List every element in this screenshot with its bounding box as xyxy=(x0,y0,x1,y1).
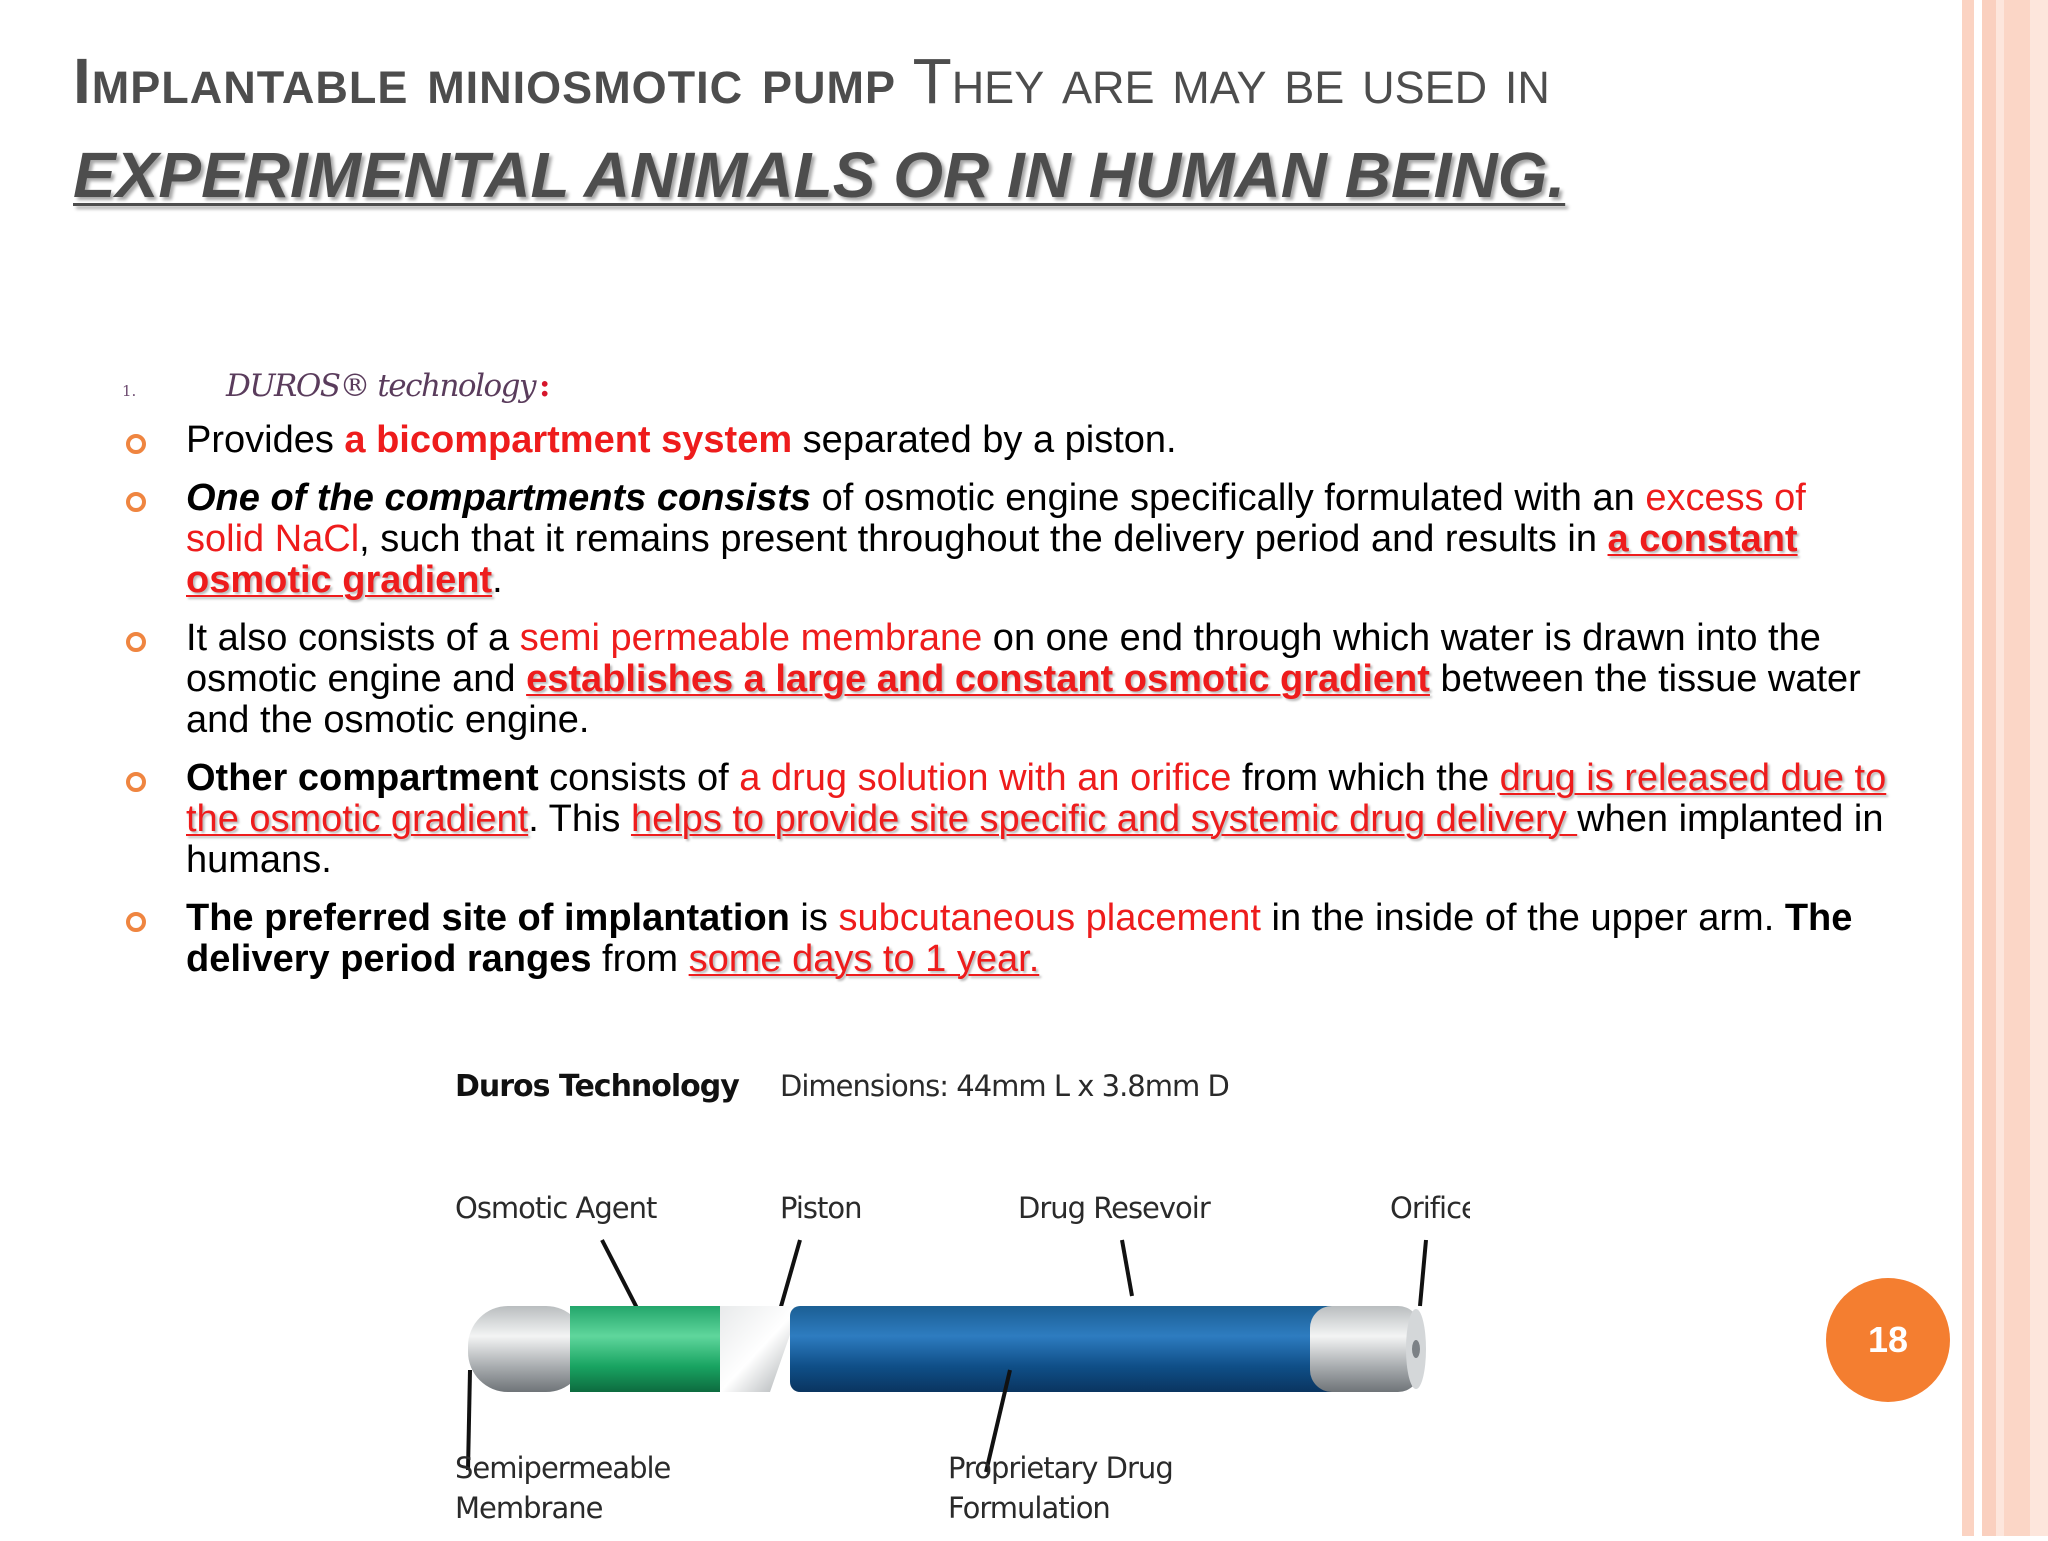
right-border-stripe-inner xyxy=(2004,0,2030,1536)
bullet-text: Provides xyxy=(186,419,345,461)
bullet-emphasis: The preferred site of implantation xyxy=(186,897,790,939)
orifice-cap xyxy=(1310,1306,1420,1392)
duros-heading xyxy=(226,368,549,404)
bullet-highlight: subcutaneous placement xyxy=(838,897,1261,939)
bullet-text: separated by a piston. xyxy=(792,419,1177,461)
figure-title: Duros Technology xyxy=(455,1069,739,1104)
bullet-text: , such that it remains present throughout the delivery period and results in xyxy=(359,518,1608,560)
bullet-text: when implanted in humans. xyxy=(186,798,1884,881)
piston-section xyxy=(720,1306,800,1392)
implant-cylinder xyxy=(468,1306,1426,1392)
bullet-highlight: a bicompartment system xyxy=(344,419,793,461)
slide-title xyxy=(73,34,1893,222)
membrane-cap xyxy=(468,1306,586,1392)
duros-diagram-svg xyxy=(150,1040,1470,1536)
label-membrane-line1: Semipermeable xyxy=(455,1451,671,1485)
bullet-item xyxy=(120,420,1890,461)
label-drug-reservoir: Drug Resevoir xyxy=(1018,1191,1210,1225)
duros-colon: : xyxy=(539,368,549,404)
bullet-circle-icon xyxy=(126,912,146,932)
bullet-emphasis: The delivery period ranges xyxy=(186,897,1853,980)
bullet-text: on one end through which water is drawn into the osmotic engine and xyxy=(186,617,1821,700)
label-formulation-line1: Proprietary Drug xyxy=(948,1451,1173,1485)
label-formulation-line2: Formulation xyxy=(948,1491,1110,1525)
orifice-hole xyxy=(1412,1340,1420,1358)
bullet-text: between the tissue water and the osmotic engine. xyxy=(186,658,1861,741)
leader-orifice xyxy=(1420,1240,1426,1306)
bullet-item xyxy=(120,618,1890,741)
bullet-highlight-underlined: a constant osmotic gradient xyxy=(186,518,1798,601)
bullet-text: of osmotic engine specifically formulated with an xyxy=(811,477,1646,519)
bullet-highlight-underlined: helps to provide site specific and systemic drug delivery xyxy=(630,798,1578,840)
bullet-item xyxy=(120,898,1890,980)
bullet-text: It also consists of a xyxy=(186,617,520,659)
leader-osmotic-agent xyxy=(602,1240,638,1310)
bullet-text: from xyxy=(591,938,689,980)
leader-drug-reservoir xyxy=(1122,1240,1132,1296)
bullet-emphasis: Other compartment xyxy=(186,757,539,799)
bullet-text: . This xyxy=(528,798,631,840)
bullet-list xyxy=(120,420,1890,997)
bullet-circle-icon xyxy=(126,632,146,652)
bullet-highlight: semi permeable membrane xyxy=(519,617,983,659)
bullet-emphasis: One of the compartments consists xyxy=(186,477,812,519)
bullet-highlight-underlined: establishes a large and constant osmotic gradient xyxy=(526,658,1430,700)
bullet-item xyxy=(120,478,1890,601)
bullet-text: . xyxy=(492,559,503,601)
title-emphasis: EXPERIMENTAL ANIMALS OR IN HUMAN BEING. xyxy=(73,139,1566,211)
bullet-highlight: excess of solid NaCl xyxy=(186,477,1806,560)
leader-piston xyxy=(780,1240,800,1310)
bullet-text: consists of xyxy=(538,757,740,799)
figure-dimensions: Dimensions: 44mm L x 3.8mm D xyxy=(780,1069,1229,1103)
bullet-text: in the inside of the upper arm. xyxy=(1260,897,1785,939)
bullet-circle-icon xyxy=(126,772,146,792)
osmotic-engine-section xyxy=(570,1306,720,1392)
duros-diagram xyxy=(150,1040,1470,1536)
drug-reservoir-section xyxy=(790,1306,1355,1392)
bullet-item xyxy=(120,758,1890,881)
label-orifice: Orifice xyxy=(1390,1191,1470,1225)
label-osmotic-agent: Osmotic Agent xyxy=(455,1191,657,1225)
bullet-highlight-underlined: some days to 1 year. xyxy=(688,938,1040,980)
label-membrane-line2: Membrane xyxy=(455,1491,603,1525)
label-piston: Piston xyxy=(780,1191,862,1225)
bullet-circle-icon xyxy=(126,434,146,454)
bullet-text: is xyxy=(789,897,839,939)
title-main: Implantable miniosmotic pump xyxy=(73,45,896,117)
bullet-circle-icon xyxy=(126,492,146,512)
right-border-stripe-2 xyxy=(1982,0,1996,1536)
bullet-highlight-underlined: drug is released due to the osmotic gradient xyxy=(186,757,1887,840)
duros-label: DUROS® technology xyxy=(226,368,536,404)
right-border-stripe xyxy=(1962,0,1974,1536)
page-number-badge: 18 xyxy=(1826,1278,1950,1402)
bullet-text: from which the xyxy=(1231,757,1500,799)
bullet-highlight: a drug solution with an orifice xyxy=(739,757,1232,799)
title-subtitle: They are may be used in xyxy=(895,45,1550,117)
list-number: 1. xyxy=(122,382,137,400)
